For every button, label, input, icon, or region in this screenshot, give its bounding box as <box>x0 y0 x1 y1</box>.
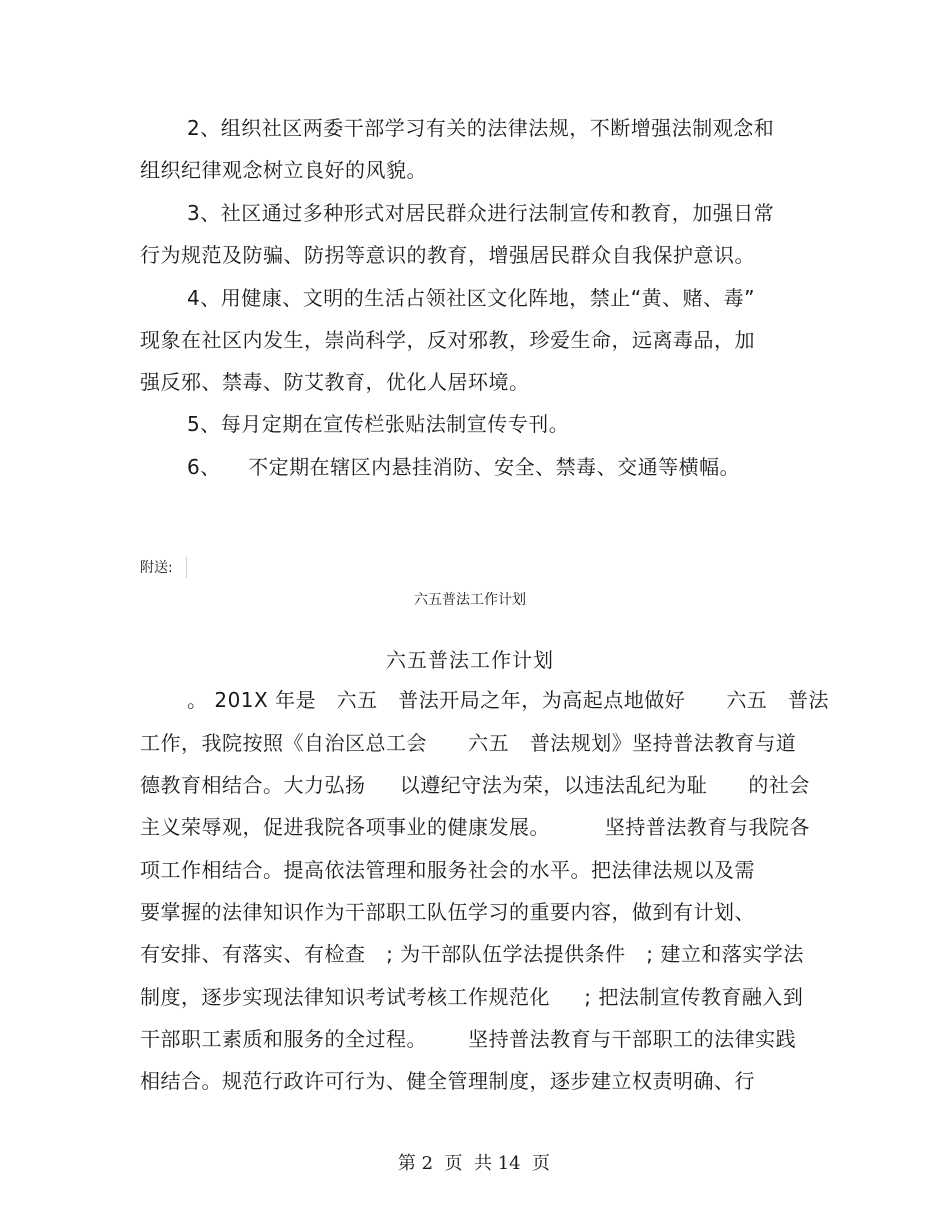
list-item-line: 组织纪律观念树立良好的风貌。 <box>140 158 427 182</box>
list-item-line: 5、每月定期在宣传栏张贴法制宣传专刊。 <box>187 412 570 436</box>
body-line: 工作，我院按照《自治区总工会 六五 普法规划》坚持普法教育与道 <box>140 731 797 755</box>
list-item-line: 现象在社区内发生，崇尚科学，反对邪教，珍爱生命，远离毒品，加 <box>140 328 755 352</box>
body-line: 相结合。规范行政许可行为、健全管理制度，逐步建立权责明确、行 <box>140 1069 755 1093</box>
page-number-footer: 第 2 页 共 14 页 <box>397 1153 551 1174</box>
body-line: 干部职工素质和服务的全过程。 坚持普法教育与干部职工的法律实践 <box>140 1027 797 1051</box>
body-line: 有安排、有落实、有检查 ; 为干部队伍学法提供条件 ; 建立和落实学法 <box>140 942 804 966</box>
small-title: 六五普法工作计划 <box>414 592 526 608</box>
body-line: 制度，逐步实现法律知识考试考核工作规范化 ; 把法制宣传教育融入到 <box>140 985 804 1009</box>
list-item-line: 3、社区通过多种形式对居民群众进行法制宣传和教育，加强日常 <box>187 201 775 225</box>
body-line: 主义荣辱观，促进我院各项事业的健康发展。 坚持普法教育与我院各 <box>140 815 810 839</box>
body-line: 德教育相结合。大力弘扬 以遵纪守法为荣，以违法乱纪为耻 的社会 <box>140 773 810 797</box>
list-item-line: 行为规范及防骗、防拐等意识的教育，增强居民群众自我保护意识。 <box>140 243 755 267</box>
body-line: 。 201X 年是 六五 普法开局之年，为高起点地做好 六五 普法 <box>187 688 829 712</box>
list-item-line: 2、组织社区两委干部学习有关的法律法规，不断增强法制观念和 <box>187 116 775 140</box>
body-line: 项工作相结合。提高依法管理和服务社会的水平。把法律法规以及需 <box>140 858 755 882</box>
main-title: 六五普法工作计划 <box>386 648 554 672</box>
list-item-line: 4、用健康、文明的生活占领社区文化阵地，禁止“黄、赌、毒” <box>187 286 755 310</box>
list-item-line: 6、 不定期在辖区内悬挂消防、安全、禁毒、交通等横幅。 <box>187 455 741 479</box>
body-line: 要掌握的法律知识作为干部职工队伍学习的重要内容，做到有计划、 <box>140 900 755 924</box>
divider <box>186 557 187 578</box>
attachment-label: 附送: <box>140 560 173 576</box>
list-item-line: 强反邪、禁毒、防艾教育，优化人居环境。 <box>140 370 530 394</box>
